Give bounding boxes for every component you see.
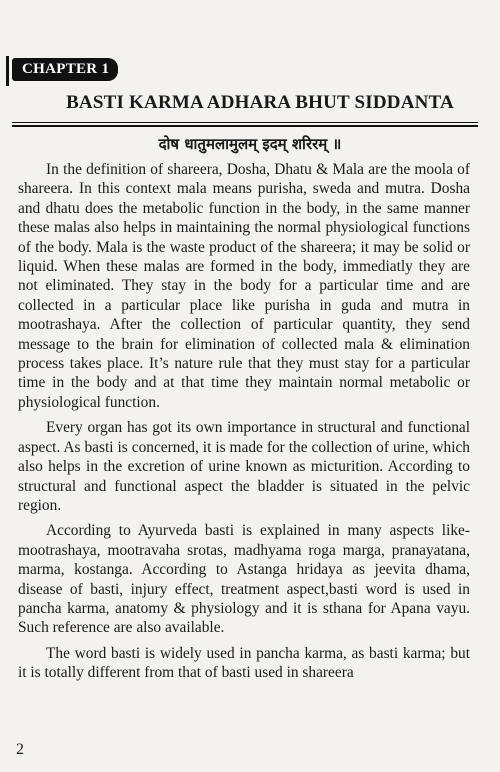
paragraph: According to Ayurveda basti is explained in many aspects like- mootrashaya, mootravaha srotas, madhyama roga marga, pranayatana, marma, kostanga. According to Astanga hridaya as jeevita dhama, disease of basti, injury effect, treatment aspect,basti word is used in pancha karma, anatomy & physiology and it is sthana for Apana vayu. Such reference are also available. — [18, 522, 470, 637]
page-number: 2 — [16, 741, 24, 758]
sanskrit-verse: दोष धातुमलामुलम् इदम् शरिरम् ॥ — [158, 135, 342, 153]
margin-bar — [6, 56, 9, 86]
paragraph: Every organ has got its own importance in structural and functional aspect. As basti is concerned, it is made for the collection of urine, which also helps in the excretion of urine known as micturition. According to structural and functional aspect the bladder is situated in the pelvic region. — [18, 419, 470, 514]
paragraph: The word basti is widely used in pancha karma, as basti karma; but it is totally different from that of basti used in shareera — [18, 644, 470, 682]
chapter-label: CHAPTER 1 — [12, 58, 118, 81]
chapter-title: BASTI KARMA ADHARA BHUT SIDDANTA — [66, 92, 454, 113]
body-text — [18, 160, 470, 689]
title-rule-thin — [12, 122, 478, 123]
title-rule-thick — [12, 125, 478, 127]
paragraph: In the definition of shareera, Dosha, Dhatu & Mala are the moola of shareera. In this context mala means purisha, sweda and mutra. Dosha and dhatu does the metabolic function in the body, in the same manner these malas also helps in maintaining the normal physiological functions of the body. Mala is the waste product of the shareera; it may be solid or liquid. When these malas are formed in the body, immediatly they are not eliminated. They stay in the body for a particular time and are collected in a particular place like purisha in guda and mutra in mootrashaya. After the collection of particular quantity, they send message to the brain for elimination of collected mala & elimination process takes place. It’s nature rule that they must stay for a particular time in the body and at that time they maintain normal metabolic or physiological function. — [18, 161, 470, 411]
